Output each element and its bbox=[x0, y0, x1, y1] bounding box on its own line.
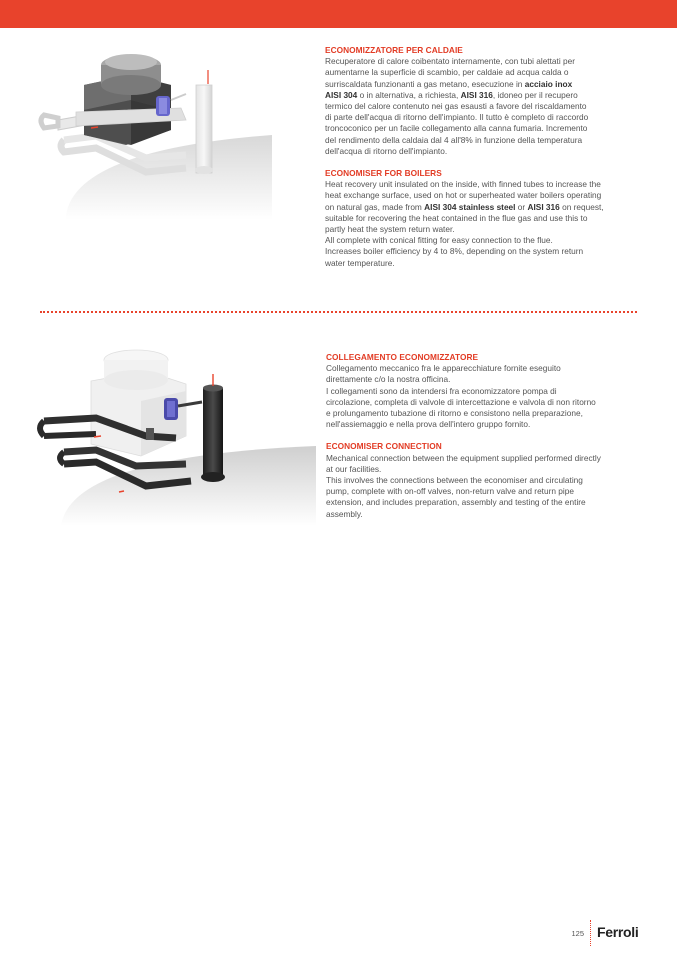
it-heading-connection: COLLEGAMENTO ECONOMIZZATORE bbox=[326, 352, 479, 362]
ferroli-logo: Ferroli bbox=[597, 924, 639, 940]
en-heading-economiser: ECONOMISER FOR BOILERS bbox=[325, 168, 442, 179]
it-body-connection: Collegamento meccanico fra le apparecchiature fornite eseguito direttamente c/o la nostra officina. I collegamenti sono da intendersi fra economizzatore pompa di circolazione, completa di valvole di intercettazione e valvola di non ritorno e prolungamento tubazione di ritorno e consistono nella preparazione, nell'assiemaggio e nella prova dell'intero gruppo fornito. bbox=[326, 363, 596, 430]
page-number: 125 bbox=[571, 929, 584, 938]
en-heading-connection: ECONOMISER CONNECTION bbox=[326, 441, 442, 452]
it-body-economiser: Recuperatore di calore coibentato internamente, con tubi alettati per aumentarne la superficie di scambio, per caldaie ad acqua calda o surriscaldata funzionanti a gas metano, esecuzione in acciaio inox AISI 304 o in alternativa, a richiesta, AISI 316, idoneo per il recupero termico del calore contenuto nei gas esausti a favore del riscaldamento di parte dell'acqua di ritorno dell'impianto. Il tutto è completo di raccordo troncoconico per un facile collegamento alla canna fumaria. Incremento del rendimento della caldaia dal 4 all'8% in funzione della temperatura dell'acqua di ritorno dell'impianto. bbox=[325, 56, 589, 156]
section-economiser-connection bbox=[326, 352, 638, 520]
economiser-illustration bbox=[36, 40, 272, 220]
top-accent-bar bbox=[0, 0, 677, 28]
en-body-economiser: Heat recovery unit insulated on the inside, with finned tubes to increase the heat exchange surface, used on hot or superheated water boilers operating on natural gas, made from AISI 304 stainless steel or AISI 316 on request, suitable for recovering the heat contained in the flue gas and use this to partly heat the system return water. All complete with conical fitting for easy connection to the flue. Increases boiler efficiency by 4 to 8%, depending on the system return water temperature. bbox=[325, 179, 604, 268]
section-economiser bbox=[325, 45, 637, 269]
section-divider bbox=[40, 311, 637, 313]
footer-divider bbox=[590, 920, 591, 946]
economiser-connection-illustration bbox=[36, 346, 316, 526]
en-body-connection: Mechanical connection between the equipment supplied performed directly at our facilities. This involves the connections between the economiser and circulating pump, complete with on-off valves, non-return valve and return pipe extension, and includes preparation, assembly and testing of the entire assembly. bbox=[326, 452, 601, 519]
it-heading-economiser: ECONOMIZZATORE PER CALDAIE bbox=[325, 45, 463, 55]
